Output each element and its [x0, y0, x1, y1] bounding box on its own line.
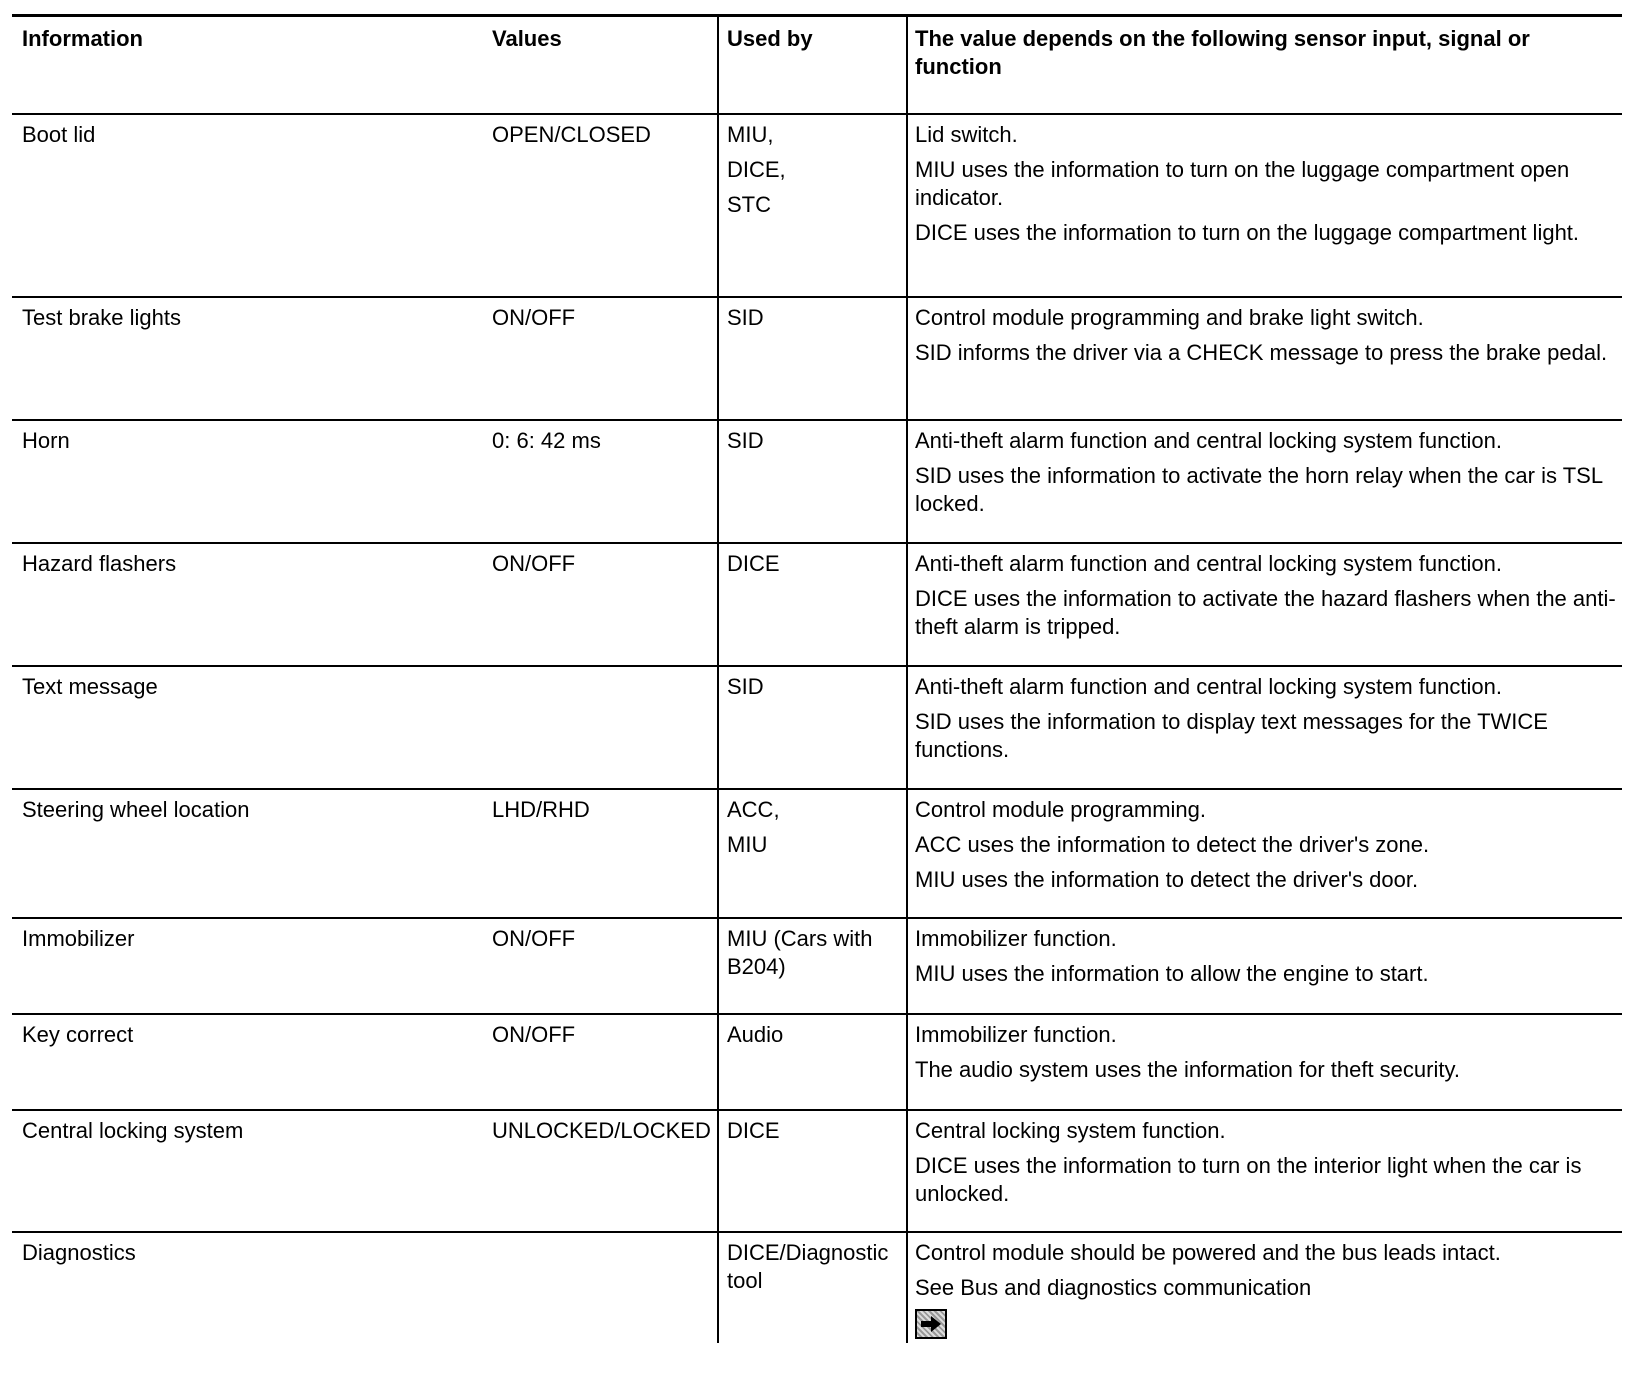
cell-used-by	[717, 421, 906, 542]
header-information: Information	[22, 26, 143, 51]
arrow-right-icon[interactable]	[915, 1309, 947, 1339]
cell-used-by	[717, 1015, 906, 1109]
table-row	[12, 1233, 1622, 1343]
cell-used-by	[717, 115, 906, 296]
depends-paragraph: ACC uses the information to detect the driver's zone.	[915, 832, 1430, 857]
cell-used-by	[717, 1111, 906, 1231]
table-row	[12, 115, 1622, 298]
cell-values	[482, 1233, 717, 1343]
cell-depends	[906, 667, 1622, 788]
cell-information: Hazard flashers	[22, 551, 177, 576]
table-row	[12, 1015, 1622, 1111]
cell-used-by	[717, 298, 906, 419]
data-table	[12, 14, 1622, 1343]
cell-depends	[906, 790, 1622, 917]
used-by-item: DICE,	[727, 157, 786, 182]
depends-paragraph: Anti-theft alarm function and central locking system function.	[915, 551, 1502, 576]
table-row	[12, 919, 1622, 1015]
cell-values: ON/OFF	[492, 551, 576, 576]
table-row	[12, 544, 1622, 667]
cell-depends	[906, 421, 1622, 542]
header-depends: The value depends on the following sensor input, signal or function	[906, 17, 1622, 113]
cell-information: Horn	[22, 428, 70, 453]
depends-paragraph: SID uses the information to display text messages for the TWICE functions.	[915, 709, 1548, 762]
depends-paragraph: SID uses the information to activate the horn relay when the car is TSL locked.	[915, 463, 1603, 516]
cell-values: ON/OFF	[492, 1022, 576, 1047]
depends-paragraph: DICE uses the information to activate the hazard flashers when the anti-theft alarm is tripped.	[915, 586, 1616, 639]
used-by-item: Audio	[727, 1022, 784, 1047]
used-by-item: DICE	[727, 551, 780, 576]
used-by-item: STC	[727, 192, 771, 217]
depends-paragraph: See Bus and diagnostics communication	[915, 1275, 1312, 1300]
used-by-item: SID	[727, 305, 764, 330]
cell-values: 0: 6: 42 ms	[492, 428, 601, 453]
table-row	[12, 790, 1622, 919]
table-row	[12, 667, 1622, 790]
used-by-item: DICE/Diagnostic tool	[727, 1240, 889, 1293]
used-by-item: MIU	[727, 832, 768, 857]
depends-paragraph: Anti-theft alarm function and central locking system function.	[915, 674, 1502, 699]
depends-paragraph: SID informs the driver via a CHECK message to press the brake pedal.	[915, 340, 1608, 365]
cell-depends	[906, 919, 1622, 1013]
depends-paragraph: Control module programming and brake light switch.	[915, 305, 1424, 330]
depends-paragraph: Control module programming.	[915, 797, 1207, 822]
cell-information: Central locking system	[22, 1118, 244, 1143]
depends-paragraph: Control module should be powered and the bus leads intact.	[915, 1240, 1501, 1265]
table-header	[12, 14, 1622, 115]
cell-information: Text message	[22, 674, 158, 699]
used-by-item: DICE	[727, 1118, 780, 1143]
cell-information: Immobilizer	[22, 926, 135, 951]
cell-used-by	[717, 1233, 906, 1343]
cell-depends	[906, 1233, 1622, 1343]
used-by-item: SID	[727, 428, 764, 453]
cell-values: OPEN/CLOSED	[492, 122, 651, 147]
depends-paragraph: Immobilizer function.	[915, 1022, 1117, 1047]
used-by-item: MIU (Cars with B204)	[727, 926, 873, 979]
depends-paragraph: Anti-theft alarm function and central locking system function.	[915, 428, 1502, 453]
depends-paragraph: The audio system uses the information for theft security.	[915, 1057, 1460, 1082]
cell-information: Key correct	[22, 1022, 134, 1047]
cell-values: LHD/RHD	[492, 797, 590, 822]
used-by-item: MIU,	[727, 122, 774, 147]
cell-used-by	[717, 919, 906, 1013]
table-row	[12, 421, 1622, 544]
depends-paragraph: Central locking system function.	[915, 1118, 1226, 1143]
header-values: Values	[492, 26, 562, 51]
cell-information: Test brake lights	[22, 305, 181, 330]
cell-depends	[906, 298, 1622, 419]
cell-depends	[906, 1111, 1622, 1231]
cell-information: Diagnostics	[22, 1240, 136, 1265]
depends-paragraph: Immobilizer function.	[915, 926, 1117, 951]
cell-values: ON/OFF	[492, 305, 576, 330]
cell-used-by	[717, 790, 906, 917]
used-by-item: ACC,	[727, 797, 780, 822]
cell-information: Steering wheel location	[22, 797, 250, 822]
table-row	[12, 298, 1622, 421]
cell-values: UNLOCKED/LOCKED	[492, 1118, 711, 1143]
cell-depends	[906, 115, 1622, 296]
cell-values	[482, 667, 717, 788]
cell-information: Boot lid	[22, 122, 96, 147]
cell-values: ON/OFF	[492, 926, 576, 951]
used-by-item: SID	[727, 674, 764, 699]
depends-paragraph: DICE uses the information to turn on the interior light when the car is unlocked.	[915, 1153, 1582, 1206]
header-used-by: Used by	[717, 17, 906, 113]
cell-used-by	[717, 667, 906, 788]
cell-depends	[906, 1015, 1622, 1109]
depends-paragraph: Lid switch.	[915, 122, 1018, 147]
cell-depends	[906, 544, 1622, 665]
depends-paragraph: MIU uses the information to turn on the luggage compartment open indicator.	[915, 157, 1570, 210]
depends-paragraph: MIU uses the information to detect the driver's door.	[915, 867, 1419, 892]
depends-paragraph: MIU uses the information to allow the engine to start.	[915, 961, 1429, 986]
depends-paragraph: DICE uses the information to turn on the luggage compartment light.	[915, 220, 1580, 245]
table-row	[12, 1111, 1622, 1233]
cell-used-by	[717, 544, 906, 665]
